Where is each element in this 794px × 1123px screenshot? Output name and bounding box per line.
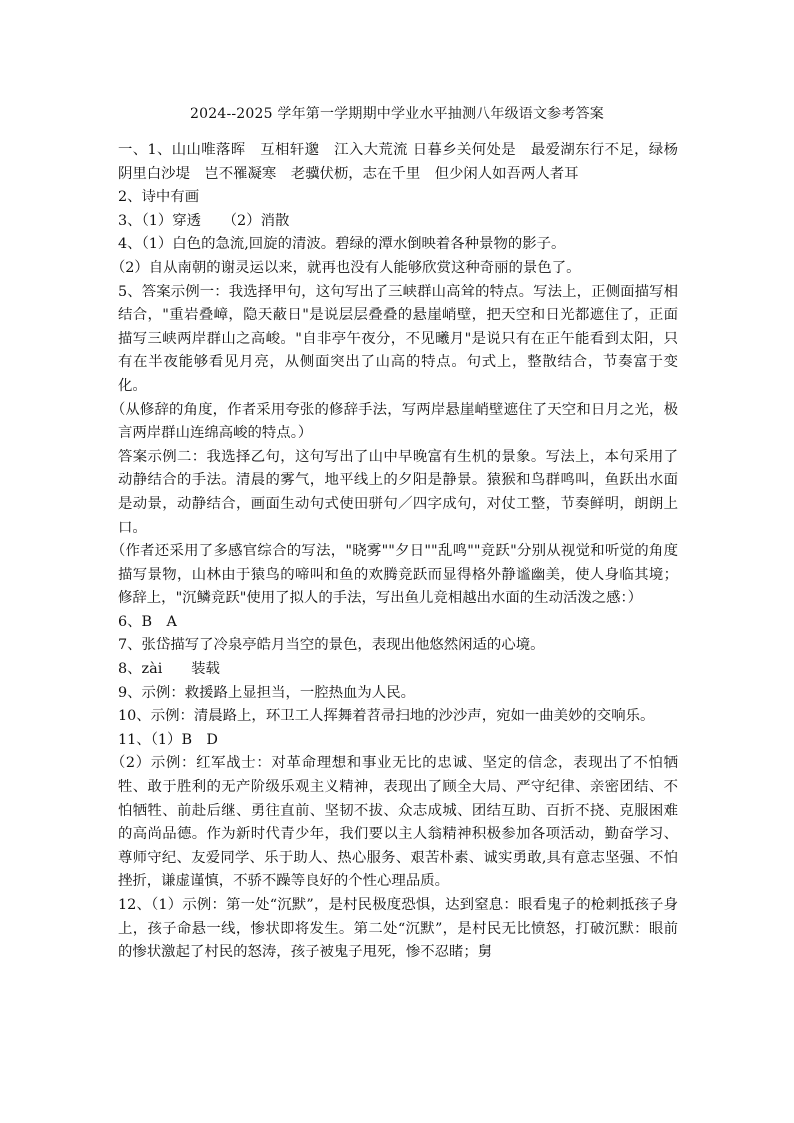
answer-5-example-1: 5、答案示例一：我选择甲句，这句写出了三峡群山高耸的特点。写法上，正侧面描写相结合，"重岩叠嶂，隐天蔽日"是说层层叠叠的悬崖峭壁，把天空和日光都遮住了，正面描写三峡两岸群山之高峻。"自非亭午夜分，不见曦月"是说只有在正午能看到太阳，只有在半夜能够看见月亮，从侧面突出了山高的特点。句式上，整散结合，节奏富于变化。 — [118, 283, 678, 394]
answer-5-note-1: （从修辞的角度，作者采用夸张的修辞手法，写两岸悬崖峭壁遮住了天空和日月之光，极言两岸群山连绵高峻的特点。） — [110, 401, 678, 442]
answer-10: 10、示例：清晨路上，环卫工人挥舞着苕帚扫地的沙沙声，宛如一曲美妙的交响乐。 — [118, 708, 655, 725]
answer-4-2: （2）自从南朝的谢灵运以来，就再也没有人能够欣赏这种奇丽的景色了。 — [110, 259, 581, 276]
answer-11-2: （2）示例：红军战士：对革命理想和事业无比的忠诚、坚定的信念，表现出了不怕牺牲、敢于胜利的无产阶级乐观主义精神，表现出了顾全大局、严守纪律、亲密团结、不怕牺牲、前赴后继、勇往直前、坚韧不拔、众志成城、团结互助、百折不挠、克服困难的高尚品德。作为新时代青少年，我们要以主人翁精神积极参加各项活动，勤奋学习、尊师守纪、友爱同学、乐于助人、热心服务、艰苦朴素、诚实勇敢,具有意志坚强、不怕挫折，谦虚谨慎，不骄不躁等良好的个性心理品质。 — [110, 755, 678, 890]
document-title: 2024--2025 学年第一学期期中学业水平抽测八年级语文参考答案 — [190, 106, 604, 122]
answer-9: 9、示例：救援路上显担当，一腔热血为人民。 — [118, 684, 415, 701]
answer-1: 一、1、山山唯落晖 互相轩邈 江入大荒流 日暮乡关何处是 最爱湖东行不足，绿杨阴里白沙堤 岂不罹凝寒 老骥伏枥，志在千里 但少闲人如吾两人者耳 — [118, 142, 678, 182]
answer-3: 3、（1）穿透 （2）消散 — [118, 212, 290, 229]
answer-body — [110, 139, 678, 965]
answer-4-1: 4、（1）白色的急流,回旋的清波。碧绿的潭水倒映着各种景物的影子。 — [118, 236, 566, 253]
answer-5-example-2: 答案示例二：我选择乙句，这句写出了山中早晚富有生机的景象。写法上，本句采用了动静结合的手法。清晨的雾气，地平线上的夕阳是静景。猿猴和鸟群鸣叫，鱼跃出水面是动景，动静结合，画面生动句式使田骈句／四字成句，对仗工整，节奏鲜明，朗朗上口。 — [118, 448, 678, 536]
answer-11-1: 11、（1）B D — [118, 731, 218, 748]
answer-5-note-2: （作者还采用了多感官综合的写法，"晓雾""夕日""乱鸣""竞跃"分别从视觉和听觉的角度描写景物，山林由于猿鸟的啼叫和鱼的欢腾竞跃而显得格外静谧幽美，使人身临其境；修辞上，"沉鳞竞跃"使用了拟人的手法，写出鱼儿竞相越出水面的生动活泼之感：） — [110, 543, 678, 607]
answer-8: 8、zài 装载 — [118, 661, 220, 678]
answer-2: 2、诗中有画 — [118, 189, 200, 206]
answer-6: 6、B A — [118, 613, 177, 630]
answer-12-1: 12、（1）示例：第一处“沉默”，是村民极度恐惧，达到窒息：眼看鬼子的枪刺抵孩子身上，孩子命悬一线，惨状即将发生。第二处“沉默”，是村民无比愤怒，打破沉默：眼前的惨状激起了村民的怒涛，孩子被鬼子甩死，惨不忍睹；舅 — [118, 897, 678, 961]
answer-7: 7、张岱描写了冷泉亭皓月当空的景色，表现出他悠然闲适的心境。 — [118, 637, 545, 654]
